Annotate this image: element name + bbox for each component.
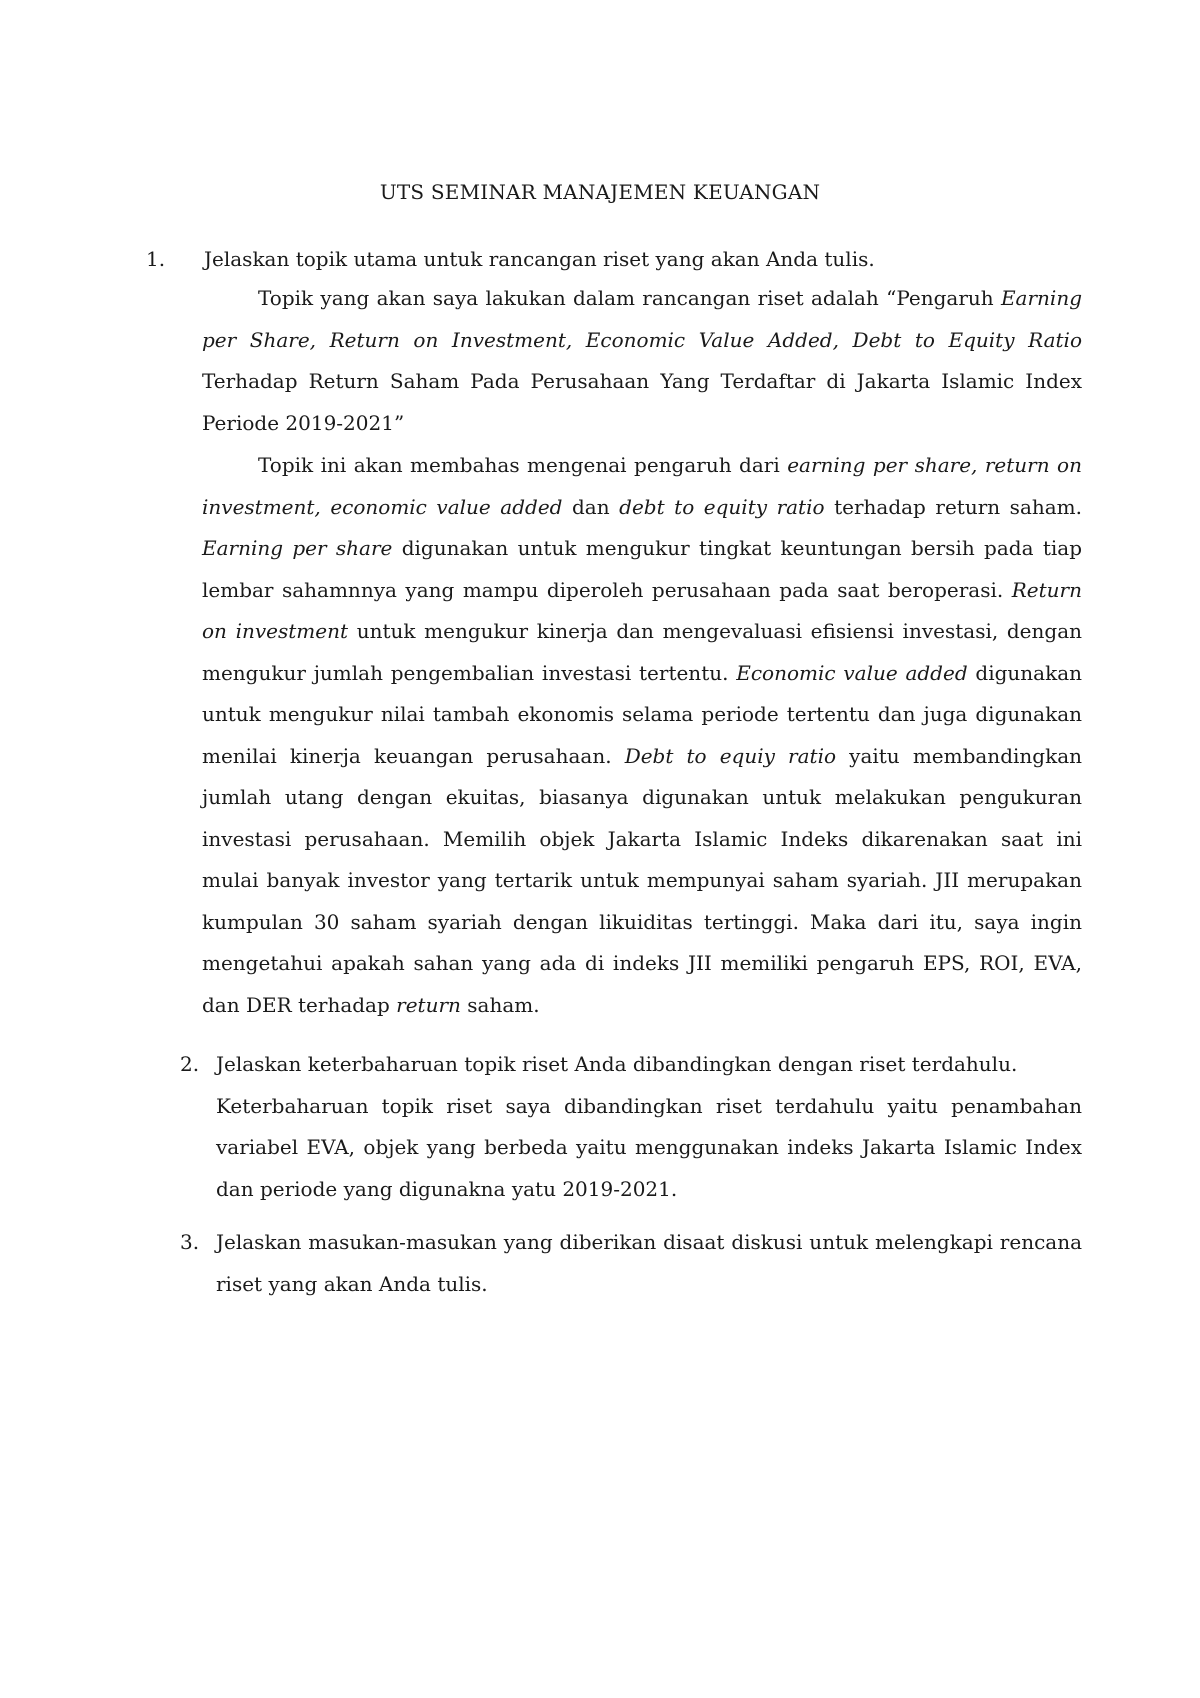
- answer-1-paragraph-2: [202, 445, 1082, 1026]
- question-3-number: 3.: [180, 1230, 200, 1254]
- text-run: Topik ini akan membahas mengenai pengaruh dari: [258, 453, 788, 477]
- text-run: untuk mengukur kinerja dan mengevaluasi efisiensi investasi, dengan mengukur jumlah pengembalian investasi tertentu.: [202, 619, 1082, 685]
- italic-run: debt to equity ratio: [619, 494, 825, 519]
- text-run: digunakan untuk mengukur tingkat keuntungan bersih pada tiap lembar sahamnnya yang mampu diperoleh perusahaan pada saat beroperasi.: [202, 536, 1082, 602]
- question-2-number: 2.: [180, 1052, 200, 1076]
- text-run: dan: [562, 494, 620, 519]
- question-2-text: Jelaskan keterbaharuan topik riset Anda dibandingkan dengan riset terdahulu.: [216, 1052, 1018, 1076]
- italic-run: Economic value added: [736, 660, 968, 685]
- italic-run: Debt to equiy ratio: [624, 743, 837, 768]
- text-run: terhadap return saham.: [824, 494, 1082, 519]
- document-title: UTS SEMINAR MANAJEMEN KEUANGAN: [379, 180, 821, 204]
- text-run: saham.: [460, 992, 540, 1017]
- italic-run: return: [396, 992, 461, 1017]
- text-run: digunakan untuk mengukur nilai tambah ekonomis selama periode tertentu dan juga digunakan menilai kinerja keuangan perusahaan.: [202, 660, 1083, 768]
- italic-run: Earning per Share, Return on Investment, Economic Value Added, Debt to Equity Ratio: [202, 286, 1082, 352]
- italic-run: earning per share, return on investment, economic value added: [202, 453, 1082, 519]
- question-1-number: 1.: [146, 247, 166, 271]
- question-1-text: Jelaskan topik utama untuk rancangan riset yang akan Anda tulis.: [204, 247, 875, 271]
- question-1: [146, 244, 1086, 274]
- text-run: Terhadap Return Saham Pada Perusahaan Yang Terdaftar di Jakarta Islamic Index Periode 2019-2021”: [202, 369, 1082, 435]
- text-run: Topik yang akan saya lakukan dalam rancangan riset adalah “Pengaruh: [258, 286, 1001, 310]
- question-3: [180, 1222, 1082, 1305]
- answer-1-paragraph-1: [202, 278, 1082, 444]
- italic-run: Earning per share: [202, 536, 393, 560]
- answer-2-text: Keterbaharuan topik riset saya dibandingkan riset terdahulu yaitu penambahan variabel EVA, objek yang berbeda yaitu menggunakan indeks Jakarta Islamic Index dan periode yang digunakna yatu 2019-2021.: [216, 1093, 1082, 1201]
- text-run: yaitu membandingkan jumlah utang dengan ekuitas, biasanya digunakan untuk melakukan pengukuran investasi perusahaan. Memilih objek Jakarta Islamic Indeks dikarenakan saat ini mulai banyak investor yang tertarik untuk mempunyai saham syariah. JII merupakan kumpulan 30 saham syariah dengan likuiditas tertinggi. Maka dari itu, saya ingin mengetahui apakah sahan yang ada di indeks JII memiliki pengaruh EPS, ROI, EVA, dan DER terhadap: [202, 743, 1082, 1017]
- question-3-text: Jelaskan masukan-masukan yang diberikan disaat diskusi untuk melengkapi rencana riset yang akan Anda tulis.: [216, 1230, 1082, 1296]
- italic-run: Return on investment: [202, 577, 1082, 643]
- question-2: [180, 1044, 1082, 1210]
